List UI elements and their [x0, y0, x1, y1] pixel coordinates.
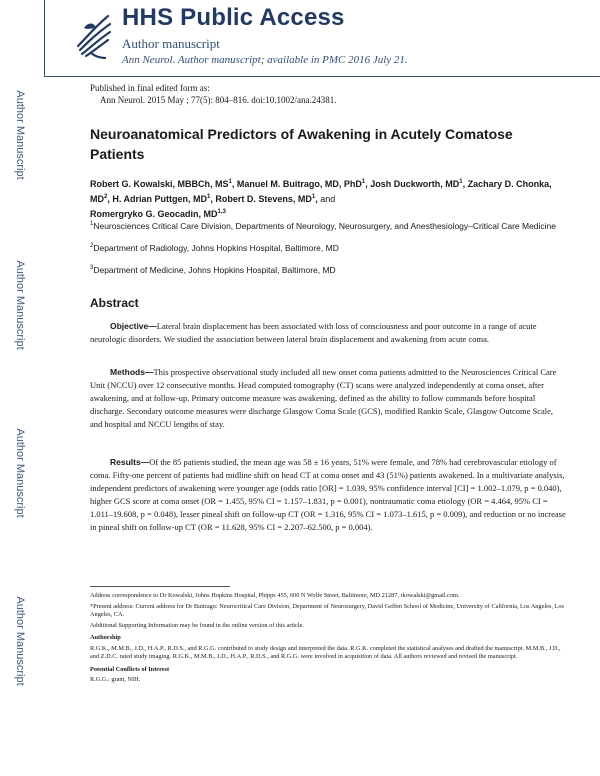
author-name: Robert D. Stevens, MD: [215, 194, 312, 204]
abstract-methods: Methods—This prospective observational study included all new onset coma patients admitted to the Neurosciences Critical Care Unit (NCCU) over 12 consecutive months. Head computed tomography (CT) scans were analyzed independently at coma onset, after awakening, and at follow-up. Primary outcome measure was awakening, defined as the ability to follow commands before hospital discharge. Secondary outcome measures were discharge Glasgow Coma Scale (GCS), modified Rankin Scale, Glasgow Outcome Scale, and hospital and NCCU lengths of stay.: [90, 367, 557, 429]
author-name: Romergryko G. Geocadin, MD: [90, 209, 218, 219]
published-in-label: Published in final edited form as:: [90, 83, 210, 93]
sidebar-label: Author Manuscript: [14, 90, 26, 180]
affiliation-item: $^2$Department of Radiology, Johns Hopkins Hospital, Baltimore, MD: [90, 242, 339, 253]
correspondence-note: Address correspondence to Dr Kowalski, Johns Hopkins Hospital, Phipps 455, 600 N Wolfe Street, Baltimore, MD 21287. rkowalski@gmail.com.: [90, 592, 460, 599]
author-name: Robert G. Kowalski, MBBCh, MS: [90, 179, 229, 189]
sidebar-label: Author Manuscript: [14, 428, 26, 518]
author-name: Josh Duckworth, MD: [370, 179, 460, 189]
affiliations: [90, 218, 570, 283]
abstract-objective: Objective—Lateral brain displacement has been associated with loss of consciousness and poor outcome in a range of acute neurologic disorders. We studied the association between lateral brain displacement and awakening from acute coma.: [90, 321, 537, 344]
sidebar-label: Author Manuscript: [14, 260, 26, 350]
sidebar: [0, 0, 44, 776]
author-name: H. Adrian Puttgen, MD: [112, 194, 208, 204]
hhs-eagle-logo-icon: [72, 8, 116, 64]
hhs-title: HHS Public Access: [122, 4, 345, 31]
abstract-heading: Abstract: [90, 296, 139, 310]
author-name: Manuel M. Buitrago, MD, PhD: [236, 179, 362, 189]
journal-availability-line: Ann Neurol. Author manuscript; available in PMC 2016 July 21.: [122, 54, 408, 66]
abstract-results: Results—Of the 85 patients studied, the mean age was 58 ± 16 years, 51% were female, and 78% had cerebrovascular etiology of coma. Fifty-one percent of patients had midline shift on head CT at coma onset and 43 (51%) patients awakened. In a multivariate analysis, independent predictors of awakening were younger age (odds ratio [OR] = 1.039, 95% confidence interval [CI] = 1.002–1.079, p = 0.040), higher GCS score at coma onset (OR = 1.455, 95% CI = 1.157–1.831, p = 0.001), nontraumatic coma etiology (OR = 4.464, 95% CI = 1.011–19.608, p = 0.048), lesser pineal shift on follow-up CT (OR = 1.316, 95% CI = 1.073–1.615, p = 0.009), and reduction or no increase in pineal shift on follow-up CT (OR = 11.628, 95% CI = 2.207–62.500, p = 0.004).: [90, 457, 566, 532]
conflicts-heading: Potential Conflicts of Interest: [90, 665, 170, 673]
affiliation-item: $^1$Neurosciences Critical Care Division, Departments of Neurology, Neurosurgery, and Anesthesiology–Critical Care Medicine: [90, 220, 557, 231]
author-name: Zachary D. Chonka, MD: [90, 179, 552, 204]
supporting-info-note: Additional Supporting Information may be found in the online version of this article.: [90, 621, 304, 629]
sidebar-label: Author Manuscript: [14, 596, 26, 686]
header-vertical-rule: [44, 0, 45, 76]
citation-line: Ann Neurol. 2015 May ; 77(5): 804–816. doi:10.1002/ana.24381.: [100, 95, 337, 105]
authorship-heading: Authorship: [90, 634, 121, 641]
header-horizontal-rule: [44, 76, 600, 77]
footnote-rule: [90, 586, 230, 587]
footnotes: [90, 592, 566, 687]
article-title: Neuroanatomical Predictors of Awakening in Acutely Comatose Patients: [90, 126, 513, 162]
author-manuscript-subtitle: Author manuscript: [122, 36, 220, 51]
affiliation-item: $^3$Department of Medicine, Johns Hopkins Hospital, Baltimore, MD: [90, 264, 336, 275]
conflicts-text: R.G.G.: grant, NIH.: [90, 676, 141, 683]
publication-info: [90, 82, 336, 106]
present-address-note: *Present address: Current address for Dr Buitrago: Neurocritical Care Division, Department of Neurosurgery, David Geffen School of Medicine, University of California, Los Angeles, Los Angeles, CA.: [90, 602, 564, 618]
authorship-text: R.G.K., M.M.B., J.D., H.A.P., R.D.S., and R.G.G. contributed to study design and interpreted the data. R.G.K. completed the statistical analyses and drafted the manuscript. M.M.B., J.D., and Z.D.C. rated study imaging. R.G.K., M.M.B., J.D., H.A.P., R.D.S., and R.G.G. were involved in acquisition of data. All authors reviewed and revised the manuscript.: [90, 644, 561, 660]
author-list: Robert G. Kowalski, MBBCh, $MS^1$, Manuel M. Buitrago, MD, PhD$^1$, Josh Duckworth, $MD^1$, Zachary D. Chonka, $MD^2$, H. Adrian Puttgen, $MD^1$, Robert D. Stevens, $MD^1$, and Romergryko G. Geocadin, MD$^{1,3}$: [90, 179, 552, 219]
